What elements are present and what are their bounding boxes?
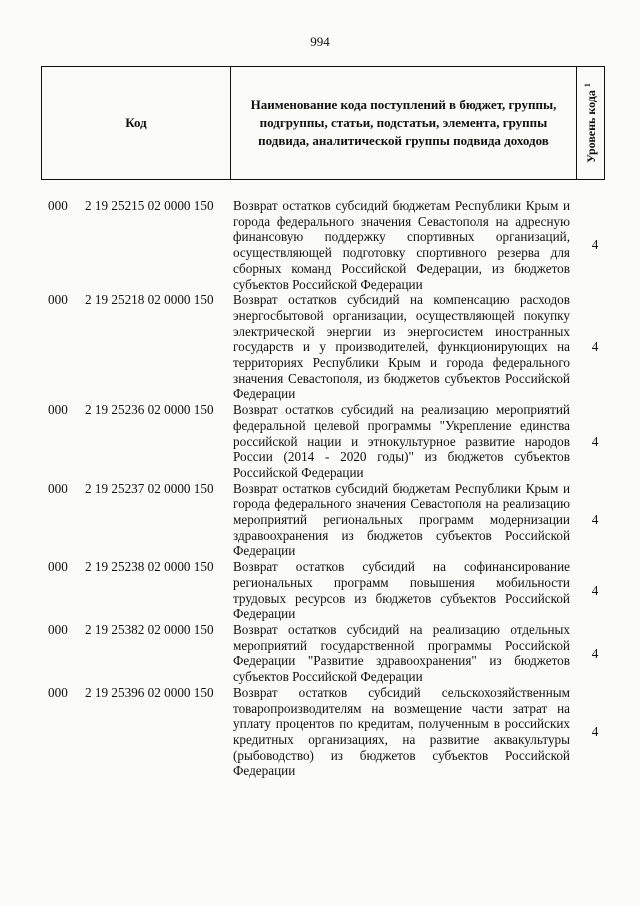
row-code: 2 19 25218 02 0000 150 [85, 292, 214, 308]
row-level: 4 [591, 237, 599, 253]
row-name: Возврат остатков субсидий бюджетам Республики Крым и города федерального значения Севастополя на реализацию мероприятий региональных программ модернизации здравоохранения из бюджетов субъектов Российской Федерации [233, 480, 570, 559]
row-admin-code: 000 [48, 198, 68, 213]
table-row [0, 622, 640, 685]
header-level [583, 83, 599, 163]
row-name: Возврат остатков субсидий на компенсацию расходов энергосбытовой организации, осуществляющей покупку электрической энергии из энергосистем иностранных государств и у производителей, функционирующих на территориях Республики Крым и города федерального значения Севастополя, из бюджетов субъектов Российской Федерации [233, 292, 570, 402]
row-level: 4 [591, 724, 599, 740]
row-code: 2 19 25396 02 0000 150 [85, 684, 214, 700]
row-code: 2 19 25238 02 0000 150 [85, 559, 214, 575]
row-name: Возврат остатков субсидий на реализацию мероприятий федеральной целевой программы "Укрепление единства российской нации и этнокультурное развитие народов России (2014 - 2020 годы)" из бюджетов субъектов Российской Федерации [233, 402, 570, 480]
row-level: 4 [591, 433, 599, 449]
row-code: 2 19 25215 02 0000 150 [85, 198, 214, 213]
row-admin-code: 000 [48, 621, 68, 637]
row-admin-code: 000 [48, 684, 68, 700]
row-level: 4 [591, 339, 599, 355]
table-row [0, 292, 640, 402]
row-admin-code: 000 [48, 402, 68, 418]
header-level-cell [577, 67, 604, 179]
page-number: 994 [310, 34, 330, 49]
row-code: 2 19 25237 02 0000 150 [85, 480, 214, 496]
row-level: 4 [591, 645, 599, 661]
row-name: Возврат остатков субсидий сельскохозяйственным товаропроизводителям на возмещение части затрат на уплату процентов по кредитам, полученным в российских кредитных организациях, на развитие аквакультуры (рыбоводство) из бюджетов субъектов Российской Федерации [233, 684, 570, 779]
table-row [0, 559, 640, 622]
row-level: 4 [591, 582, 599, 598]
header-level-footnote: 1 [582, 83, 592, 88]
table-row [0, 481, 640, 560]
row-level: 4 [591, 512, 599, 528]
row-code: 2 19 25382 02 0000 150 [85, 621, 214, 637]
code-list [0, 198, 640, 779]
header-name: Наименование кода поступлений в бюджет, группы, подгруппы, статьи, подстатьи, элемента, группы подвида, аналитической группы подвида доходов [231, 67, 577, 179]
row-admin-code: 000 [48, 480, 68, 496]
row-name: Возврат остатков субсидий на софинансирование региональных программ повышения мобильности трудовых ресурсов из бюджетов субъектов Российской Федерации [233, 559, 570, 622]
row-name: Возврат остатков субсидий бюджетам Республики Крым и города федерального значения Севастополя на адресную финансовую поддержку спортивных организаций, осуществляющей подготовку спортивного резерва для сборных команд Российской Федерации, из бюджетов субъектов Российской Федерации [233, 198, 570, 292]
header-code: Код [42, 67, 231, 179]
table-header [41, 66, 605, 180]
table-row [0, 198, 640, 292]
row-code: 2 19 25236 02 0000 150 [85, 402, 214, 418]
table-row [0, 685, 640, 779]
table-row [0, 402, 640, 481]
row-name: Возврат остатков субсидий на реализацию отдельных мероприятий государственной программы Российской Федерации "Развитие здравоохранения" из бюджетов субъектов Российской Федерации [233, 621, 570, 685]
header-level-label: Уровень кода [583, 90, 598, 163]
row-admin-code: 000 [48, 292, 68, 308]
row-admin-code: 000 [48, 559, 68, 575]
